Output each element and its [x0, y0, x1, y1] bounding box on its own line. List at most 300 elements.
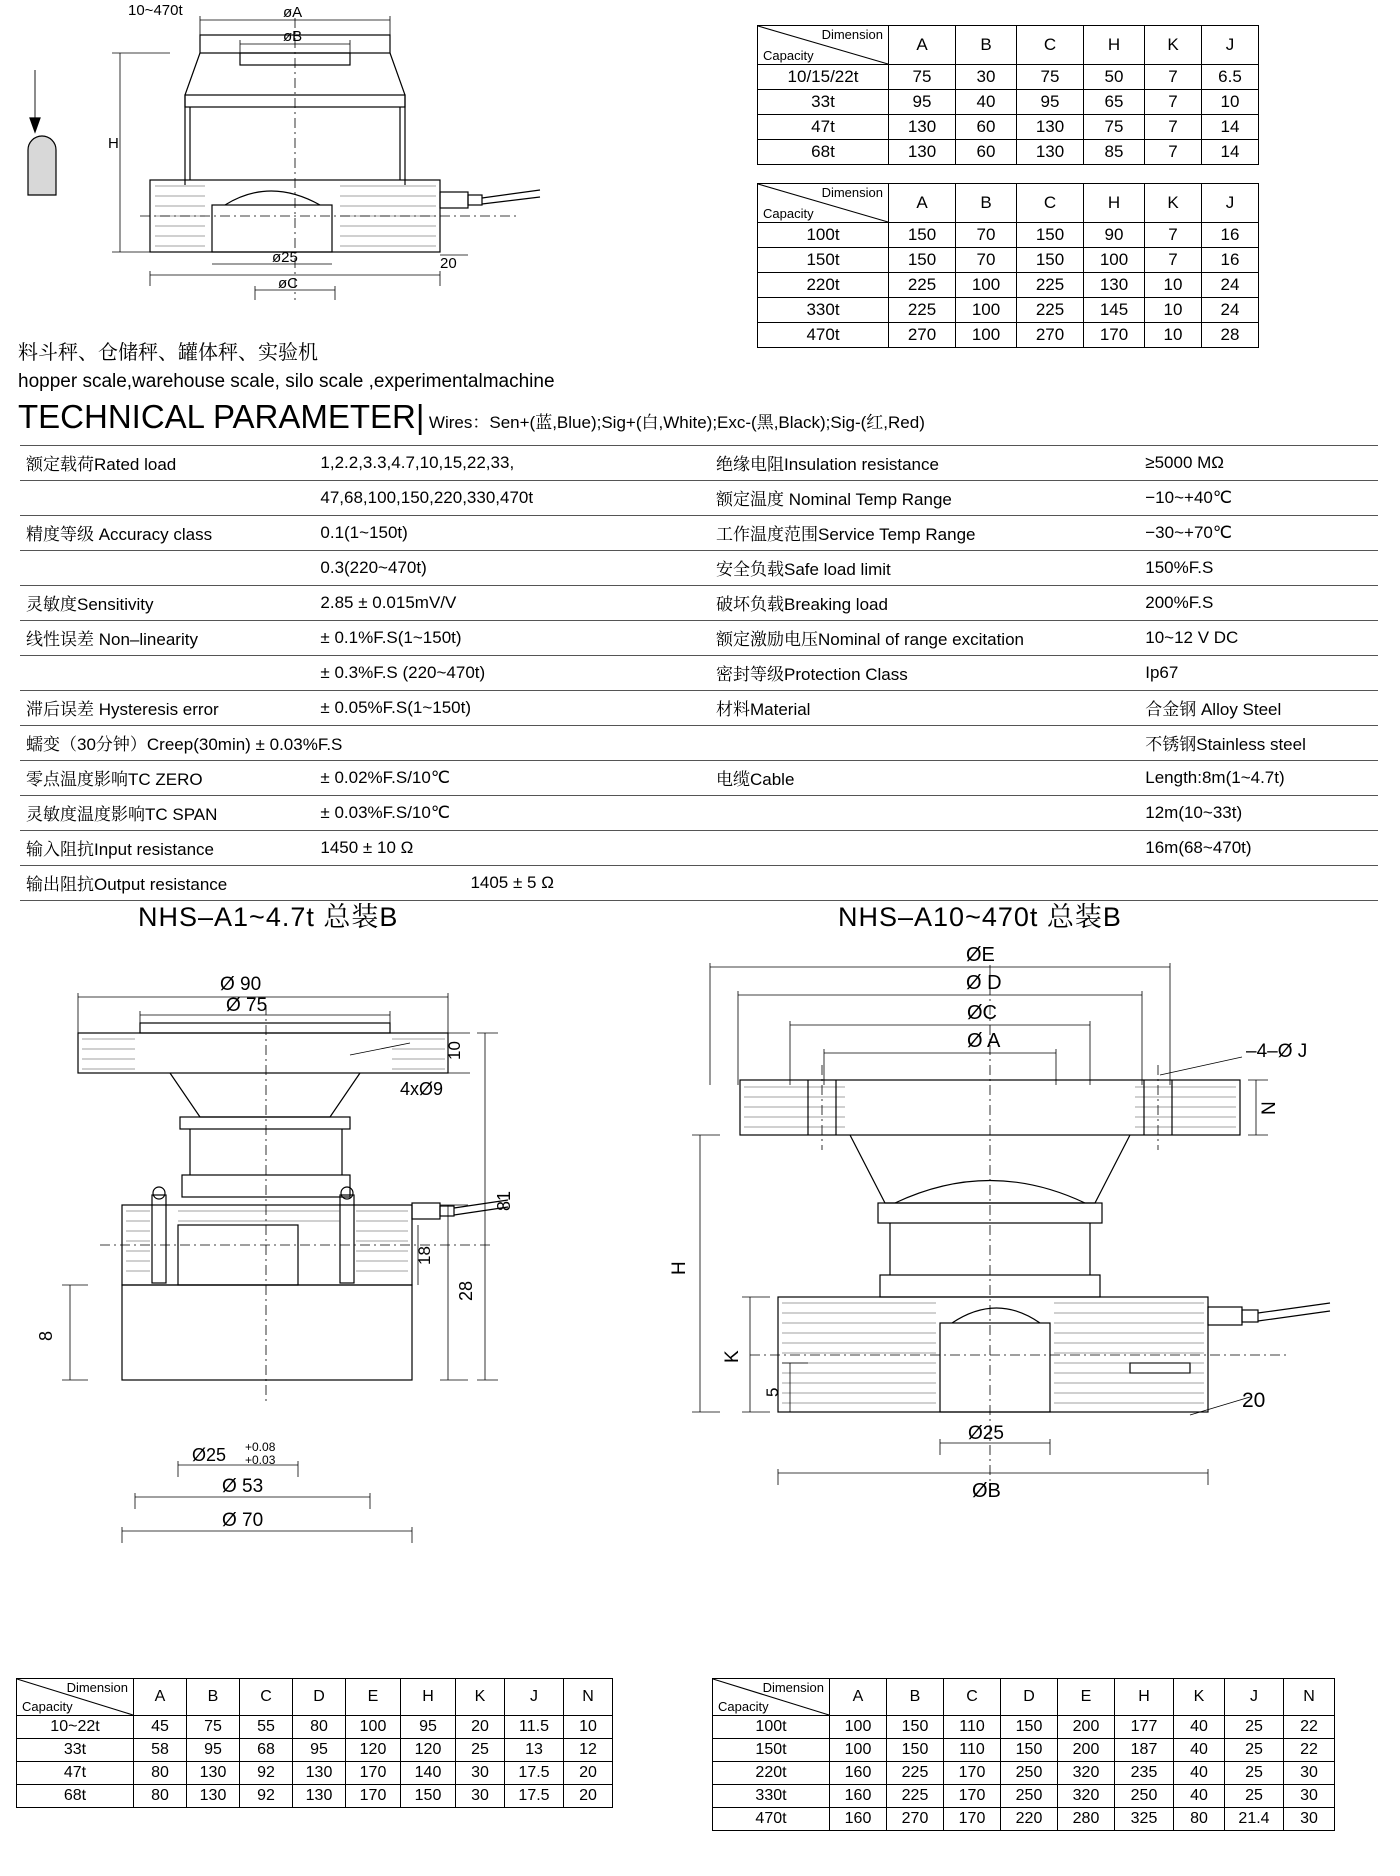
col-header-h: H — [1115, 1679, 1174, 1716]
caption-cn: 料斗秤、仓储秤、罐体秤、实验机 — [18, 342, 318, 364]
col-header-b: B — [887, 1679, 944, 1716]
cell-b: 225 — [887, 1785, 944, 1808]
spec-value: 12m(10~33t) — [1139, 796, 1378, 831]
spec-label: 灵敏度Sensitivity — [20, 586, 314, 621]
spec-label: 灵敏度温度影响TC SPAN — [20, 796, 314, 831]
svg-text:H: H — [669, 1261, 690, 1275]
table-row — [20, 656, 1378, 691]
cell-b: 70 — [956, 223, 1017, 248]
spec-label — [710, 796, 1139, 831]
corner-dimension-label: Dimension — [66, 1680, 128, 1695]
cell-n: 30 — [1284, 1808, 1335, 1831]
cell-j: 28 — [1202, 323, 1259, 348]
svg-text:K: K — [722, 1350, 743, 1363]
cell-d: 250 — [1001, 1762, 1058, 1785]
svg-text:81: 81 — [494, 1190, 514, 1211]
cell-a: 225 — [889, 273, 956, 298]
col-header-d: D — [293, 1679, 346, 1716]
spec-label — [20, 481, 314, 516]
spec-value: 1,2.2,3.3,4.7,10,15,22,33, — [314, 446, 710, 481]
cell-a: 270 — [889, 323, 956, 348]
cell-a: 160 — [830, 1762, 887, 1785]
cell-c: 55 — [240, 1716, 293, 1739]
spec-label: 零点温度影响TC ZERO — [20, 761, 314, 796]
svg-text:ØB: ØB — [972, 1480, 1001, 1502]
cell-a: 150 — [889, 248, 956, 273]
cell-k: 7 — [1145, 115, 1202, 140]
cell-h: 85 — [1084, 140, 1145, 165]
cell-a: 45 — [134, 1716, 187, 1739]
cell-e: 280 — [1058, 1808, 1115, 1831]
col-header-k: K — [1145, 184, 1202, 223]
cell-j: 14 — [1202, 115, 1259, 140]
right-section-title: NHS–A10~470t 总装B — [838, 902, 1122, 932]
table-row — [758, 65, 1259, 90]
cell-n: 30 — [1284, 1785, 1335, 1808]
cell-h: 120 — [401, 1739, 456, 1762]
cell-k: 7 — [1145, 65, 1202, 90]
svg-text:øC: øC — [278, 275, 298, 292]
spec-value: 200%F.S — [1139, 586, 1378, 621]
col-header-h: H — [401, 1679, 456, 1716]
cell-c: 170 — [944, 1808, 1001, 1831]
table-row — [713, 1808, 1335, 1831]
cell-e: 170 — [346, 1785, 401, 1808]
spec-value: 10~12 V DC — [1139, 621, 1378, 656]
table-row — [20, 761, 1378, 796]
table-row — [17, 1762, 613, 1785]
cell-a: 58 — [134, 1739, 187, 1762]
cell-k: 10 — [1145, 273, 1202, 298]
cell-h: 145 — [1084, 298, 1145, 323]
table-row — [20, 796, 1378, 831]
table-corner-cell — [17, 1679, 134, 1716]
cell-h: 65 — [1084, 90, 1145, 115]
spec-value: ± 0.03%F.S/10℃ — [314, 796, 710, 831]
row-capacity: 100t — [713, 1716, 830, 1739]
col-header-c: C — [944, 1679, 1001, 1716]
technical-parameter-table — [20, 445, 1378, 901]
svg-text:N: N — [1259, 1101, 1280, 1115]
cell-b: 270 — [887, 1808, 944, 1831]
cell-h: 75 — [1084, 115, 1145, 140]
cell-h: 140 — [401, 1762, 456, 1785]
cell-c: 170 — [944, 1785, 1001, 1808]
corner-capacity-label: Capacity — [763, 48, 814, 63]
svg-text:5: 5 — [763, 1387, 782, 1397]
table-row — [758, 115, 1259, 140]
left-section-title: NHS–A1~4.7t 总装B — [138, 902, 399, 932]
cell-b: 30 — [956, 65, 1017, 90]
cell-c: 150 — [1017, 223, 1084, 248]
cell-n: 20 — [564, 1762, 613, 1785]
cell-b: 40 — [956, 90, 1017, 115]
table-row — [20, 551, 1378, 586]
table-row — [758, 298, 1259, 323]
col-header-k: K — [1174, 1679, 1225, 1716]
spec-value: 16m(68~470t) — [1139, 831, 1378, 866]
row-capacity: 68t — [758, 140, 889, 165]
col-header-k: K — [456, 1679, 505, 1716]
col-header-d: D — [1001, 1679, 1058, 1716]
dimension-table-1 — [757, 25, 1259, 165]
row-capacity: 47t — [17, 1762, 134, 1785]
cell-h: 130 — [1084, 273, 1145, 298]
cell-h: 187 — [1115, 1739, 1174, 1762]
cell-k: 7 — [1145, 248, 1202, 273]
cell-c: 170 — [944, 1762, 1001, 1785]
spec-label: 安全负载Safe load limit — [710, 551, 1139, 586]
cell-j: 21.4 — [1225, 1808, 1284, 1831]
cell-c: 150 — [1017, 248, 1084, 273]
cell-k: 40 — [1174, 1785, 1225, 1808]
cell-h: 177 — [1115, 1716, 1174, 1739]
table-row — [17, 1785, 613, 1808]
row-capacity: 220t — [758, 273, 889, 298]
row-capacity: 68t — [17, 1785, 134, 1808]
svg-text:Ø 53: Ø 53 — [222, 1476, 264, 1497]
svg-text:–4–Ø J: –4–Ø J — [1246, 1041, 1308, 1062]
spec-value: 合金钢 Alloy Steel — [1139, 691, 1378, 726]
cell-j: 17.5 — [505, 1785, 564, 1808]
cell-k: 30 — [456, 1762, 505, 1785]
cell-b: 100 — [956, 273, 1017, 298]
table-row — [758, 323, 1259, 348]
spec-value — [1139, 866, 1378, 901]
cell-j: 25 — [1225, 1785, 1284, 1808]
cell-b: 130 — [187, 1762, 240, 1785]
cell-e: 100 — [346, 1716, 401, 1739]
spec-label: 额定载荷Rated load — [20, 446, 314, 481]
cell-a: 80 — [134, 1762, 187, 1785]
cell-c: 225 — [1017, 298, 1084, 323]
cell-h: 170 — [1084, 323, 1145, 348]
corner-capacity-label: Capacity — [22, 1699, 73, 1714]
cell-k: 20 — [456, 1716, 505, 1739]
col-header-a: A — [889, 184, 956, 223]
table-row — [758, 140, 1259, 165]
spec-value: −10~+40℃ — [1139, 481, 1378, 516]
wires-note: Wires：Sen+(蓝,Blue);Sig+(白,White);Exc-(黑,Black);Sig-(红,Red) — [428, 413, 925, 432]
cell-j: 24 — [1202, 273, 1259, 298]
table-corner-cell — [713, 1679, 830, 1716]
spec-value: Length:8m(1~4.7t) — [1139, 761, 1378, 796]
cell-e: 320 — [1058, 1762, 1115, 1785]
cell-h: 95 — [401, 1716, 456, 1739]
svg-text:8: 8 — [36, 1330, 56, 1341]
cell-j: 17.5 — [505, 1762, 564, 1785]
svg-text:4xØ9: 4xØ9 — [400, 1079, 444, 1099]
cell-b: 100 — [956, 323, 1017, 348]
spec-value: ≥5000 MΩ — [1139, 446, 1378, 481]
svg-text:20: 20 — [1242, 1389, 1266, 1412]
table-row — [20, 481, 1378, 516]
svg-text:Ø 70: Ø 70 — [222, 1510, 264, 1531]
cell-d: 130 — [293, 1785, 346, 1808]
table-row — [713, 1716, 1335, 1739]
cell-c: 92 — [240, 1785, 293, 1808]
svg-text:ø25: ø25 — [272, 249, 298, 266]
spec-value: 47,68,100,150,220,330,470t — [314, 481, 710, 516]
spec-value: 2.85 ± 0.015mV/V — [314, 586, 710, 621]
table-row — [758, 248, 1259, 273]
table-row — [17, 1716, 613, 1739]
corner-capacity-label: Capacity — [763, 206, 814, 221]
spec-label: 蠕变（30分钟）Creep(30min) ± 0.03%F.S — [20, 726, 710, 761]
cell-c: 270 — [1017, 323, 1084, 348]
col-header-a: A — [134, 1679, 187, 1716]
spec-label: 电缆Cable — [710, 761, 1139, 796]
table-row — [20, 691, 1378, 726]
corner-capacity-label: Capacity — [718, 1699, 769, 1714]
spec-value: ± 0.1%F.S(1~150t) — [314, 621, 710, 656]
cell-j: 24 — [1202, 298, 1259, 323]
cell-e: 200 — [1058, 1716, 1115, 1739]
top-dimension-tables — [757, 25, 1259, 348]
cell-d: 220 — [1001, 1808, 1058, 1831]
cell-a: 130 — [889, 115, 956, 140]
table-row — [20, 726, 1378, 761]
col-header-c: C — [1017, 184, 1084, 223]
svg-text:øA: øA — [283, 4, 303, 21]
cell-d: 130 — [293, 1762, 346, 1785]
cell-h: 90 — [1084, 223, 1145, 248]
cell-a: 150 — [889, 223, 956, 248]
cell-n: 10 — [564, 1716, 613, 1739]
col-header-b: B — [956, 184, 1017, 223]
cell-k: 10 — [1145, 323, 1202, 348]
cell-c: 75 — [1017, 65, 1084, 90]
right-assembly-drawing — [669, 944, 1390, 1645]
row-capacity: 330t — [758, 298, 889, 323]
spec-value: 1405 ± 5 Ω — [314, 866, 710, 901]
cell-k: 7 — [1145, 223, 1202, 248]
application-caption — [18, 338, 555, 397]
svg-text:10~470t: 10~470t — [128, 2, 183, 19]
spec-value: 1450 ± 10 Ω — [314, 831, 710, 866]
cell-c: 130 — [1017, 115, 1084, 140]
cell-j: 6.5 — [1202, 65, 1259, 90]
cell-d: 80 — [293, 1716, 346, 1739]
cell-k: 7 — [1145, 140, 1202, 165]
table-row — [758, 273, 1259, 298]
cell-k: 40 — [1174, 1762, 1225, 1785]
corner-dimension-label: Dimension — [821, 27, 883, 42]
cell-a: 160 — [830, 1785, 887, 1808]
cell-b: 60 — [956, 140, 1017, 165]
cell-b: 75 — [187, 1716, 240, 1739]
cell-d: 250 — [1001, 1785, 1058, 1808]
cell-c: 110 — [944, 1739, 1001, 1762]
cell-k: 80 — [1174, 1808, 1225, 1831]
cell-k: 7 — [1145, 90, 1202, 115]
dimension-table-2 — [757, 183, 1259, 348]
col-header-b: B — [956, 26, 1017, 65]
cell-j: 25 — [1225, 1762, 1284, 1785]
cell-e: 200 — [1058, 1739, 1115, 1762]
cell-b: 150 — [887, 1716, 944, 1739]
corner-dimension-label: Dimension — [762, 1680, 824, 1695]
spec-value: 150%F.S — [1139, 551, 1378, 586]
left-assembly-drawing — [30, 965, 590, 1635]
svg-text:Ø 75: Ø 75 — [226, 995, 268, 1016]
row-capacity: 47t — [758, 115, 889, 140]
cell-j: 10 — [1202, 90, 1259, 115]
spec-label: 精度等级 Accuracy class — [20, 516, 314, 551]
cell-n: 20 — [564, 1785, 613, 1808]
spec-label — [20, 656, 314, 691]
cell-c: 225 — [1017, 273, 1084, 298]
cell-a: 100 — [830, 1716, 887, 1739]
row-capacity: 33t — [17, 1739, 134, 1762]
col-header-n: N — [564, 1679, 613, 1716]
spec-value: −30~+70℃ — [1139, 516, 1378, 551]
cell-e: 120 — [346, 1739, 401, 1762]
cell-n: 22 — [1284, 1739, 1335, 1762]
svg-text:Ø 90: Ø 90 — [220, 974, 262, 995]
table-corner-cell — [758, 26, 889, 65]
cell-e: 170 — [346, 1762, 401, 1785]
spec-value: Ip67 — [1139, 656, 1378, 691]
svg-text:øB: øB — [283, 28, 303, 45]
spec-label: 线性误差 Non–linearity — [20, 621, 314, 656]
spec-value: 0.1(1~150t) — [314, 516, 710, 551]
cell-j: 13 — [505, 1739, 564, 1762]
cell-a: 100 — [830, 1739, 887, 1762]
cell-c: 92 — [240, 1762, 293, 1785]
col-header-e: E — [346, 1679, 401, 1716]
col-header-k: K — [1145, 26, 1202, 65]
cell-n: 22 — [1284, 1716, 1335, 1739]
cell-h: 50 — [1084, 65, 1145, 90]
cell-b: 100 — [956, 298, 1017, 323]
cell-k: 40 — [1174, 1739, 1225, 1762]
cell-h: 100 — [1084, 248, 1145, 273]
cell-b: 70 — [956, 248, 1017, 273]
cell-a: 75 — [889, 65, 956, 90]
row-capacity: 330t — [713, 1785, 830, 1808]
col-header-h: H — [1084, 184, 1145, 223]
col-header-j: J — [1202, 26, 1259, 65]
spec-label: 工作温度范围Service Temp Range — [710, 516, 1139, 551]
table-row — [20, 586, 1378, 621]
col-header-c: C — [240, 1679, 293, 1716]
row-capacity: 10/15/22t — [758, 65, 889, 90]
col-header-a: A — [830, 1679, 887, 1716]
table-row — [17, 1739, 613, 1762]
svg-text:ØE: ØE — [966, 944, 995, 966]
cell-j: 16 — [1202, 248, 1259, 273]
cell-n: 30 — [1284, 1762, 1335, 1785]
cell-c: 68 — [240, 1739, 293, 1762]
spec-value: ± 0.05%F.S(1~150t) — [314, 691, 710, 726]
cell-n: 12 — [564, 1739, 613, 1762]
spec-value: ± 0.3%F.S (220~470t) — [314, 656, 710, 691]
col-header-a: A — [889, 26, 956, 65]
row-capacity: 33t — [758, 90, 889, 115]
svg-text:H: H — [108, 135, 119, 152]
cell-h: 250 — [1115, 1785, 1174, 1808]
spec-label: 额定温度 Nominal Temp Range — [710, 481, 1139, 516]
bottom-right-dimension-table — [712, 1678, 1335, 1831]
spec-label: 材料Material — [710, 691, 1139, 726]
row-capacity: 470t — [713, 1808, 830, 1831]
svg-text:28: 28 — [456, 1280, 476, 1301]
svg-text:10: 10 — [445, 1041, 464, 1060]
table-corner-cell — [758, 184, 889, 223]
table-row — [758, 223, 1259, 248]
cell-h: 325 — [1115, 1808, 1174, 1831]
cell-d: 95 — [293, 1739, 346, 1762]
cell-j: 25 — [1225, 1739, 1284, 1762]
spec-value: 0.3(220~470t) — [314, 551, 710, 586]
caption-en: hopper scale,warehouse scale, silo scale ,experimentalmachine — [18, 371, 555, 392]
svg-text:ØC: ØC — [967, 1002, 997, 1024]
table-row — [713, 1785, 1335, 1808]
corner-dimension-label: Dimension — [821, 185, 883, 200]
cell-e: 320 — [1058, 1785, 1115, 1808]
table-row — [713, 1739, 1335, 1762]
cell-j: 25 — [1225, 1716, 1284, 1739]
table-row — [713, 1762, 1335, 1785]
spec-label: 密封等级Protection Class — [710, 656, 1139, 691]
cell-j: 16 — [1202, 223, 1259, 248]
cell-c: 110 — [944, 1716, 1001, 1739]
cell-b: 60 — [956, 115, 1017, 140]
cell-j: 11.5 — [505, 1716, 564, 1739]
col-header-j: J — [1225, 1679, 1284, 1716]
svg-text:Ø25: Ø25 — [968, 1423, 1004, 1444]
row-capacity: 150t — [713, 1739, 830, 1762]
spec-label — [710, 726, 1139, 761]
page-title: TECHNICAL PARAMETER| — [18, 398, 425, 435]
top-assembly-drawing — [0, 0, 740, 330]
cell-b: 150 — [887, 1739, 944, 1762]
cell-b: 225 — [887, 1762, 944, 1785]
spec-label: 输入阻抗Input resistance — [20, 831, 314, 866]
col-header-c: C — [1017, 26, 1084, 65]
cell-h: 150 — [401, 1785, 456, 1808]
row-capacity: 100t — [758, 223, 889, 248]
col-header-j: J — [1202, 184, 1259, 223]
technical-parameter-heading — [18, 398, 925, 436]
table-row — [20, 621, 1378, 656]
svg-text:Ø D: Ø D — [966, 972, 1002, 994]
col-header-b: B — [187, 1679, 240, 1716]
col-header-j: J — [505, 1679, 564, 1716]
row-capacity: 10~22t — [17, 1716, 134, 1739]
cell-k: 30 — [456, 1785, 505, 1808]
cell-c: 95 — [1017, 90, 1084, 115]
cell-a: 225 — [889, 298, 956, 323]
cell-d: 150 — [1001, 1739, 1058, 1762]
cell-b: 95 — [187, 1739, 240, 1762]
table-row — [20, 516, 1378, 551]
svg-text:20: 20 — [440, 255, 457, 272]
spec-label — [710, 831, 1139, 866]
bottom-left-dimension-table — [16, 1678, 613, 1808]
spec-label — [20, 551, 314, 586]
svg-text:Ø A: Ø A — [967, 1030, 1001, 1052]
row-capacity: 150t — [758, 248, 889, 273]
cell-a: 95 — [889, 90, 956, 115]
cell-k: 10 — [1145, 298, 1202, 323]
spec-value: 不锈钢Stainless steel — [1139, 726, 1378, 761]
row-capacity: 220t — [713, 1762, 830, 1785]
spec-label: 输出阻抗Output resistance — [20, 866, 314, 901]
spec-label: 破坏负载Breaking load — [710, 586, 1139, 621]
cell-j: 14 — [1202, 140, 1259, 165]
